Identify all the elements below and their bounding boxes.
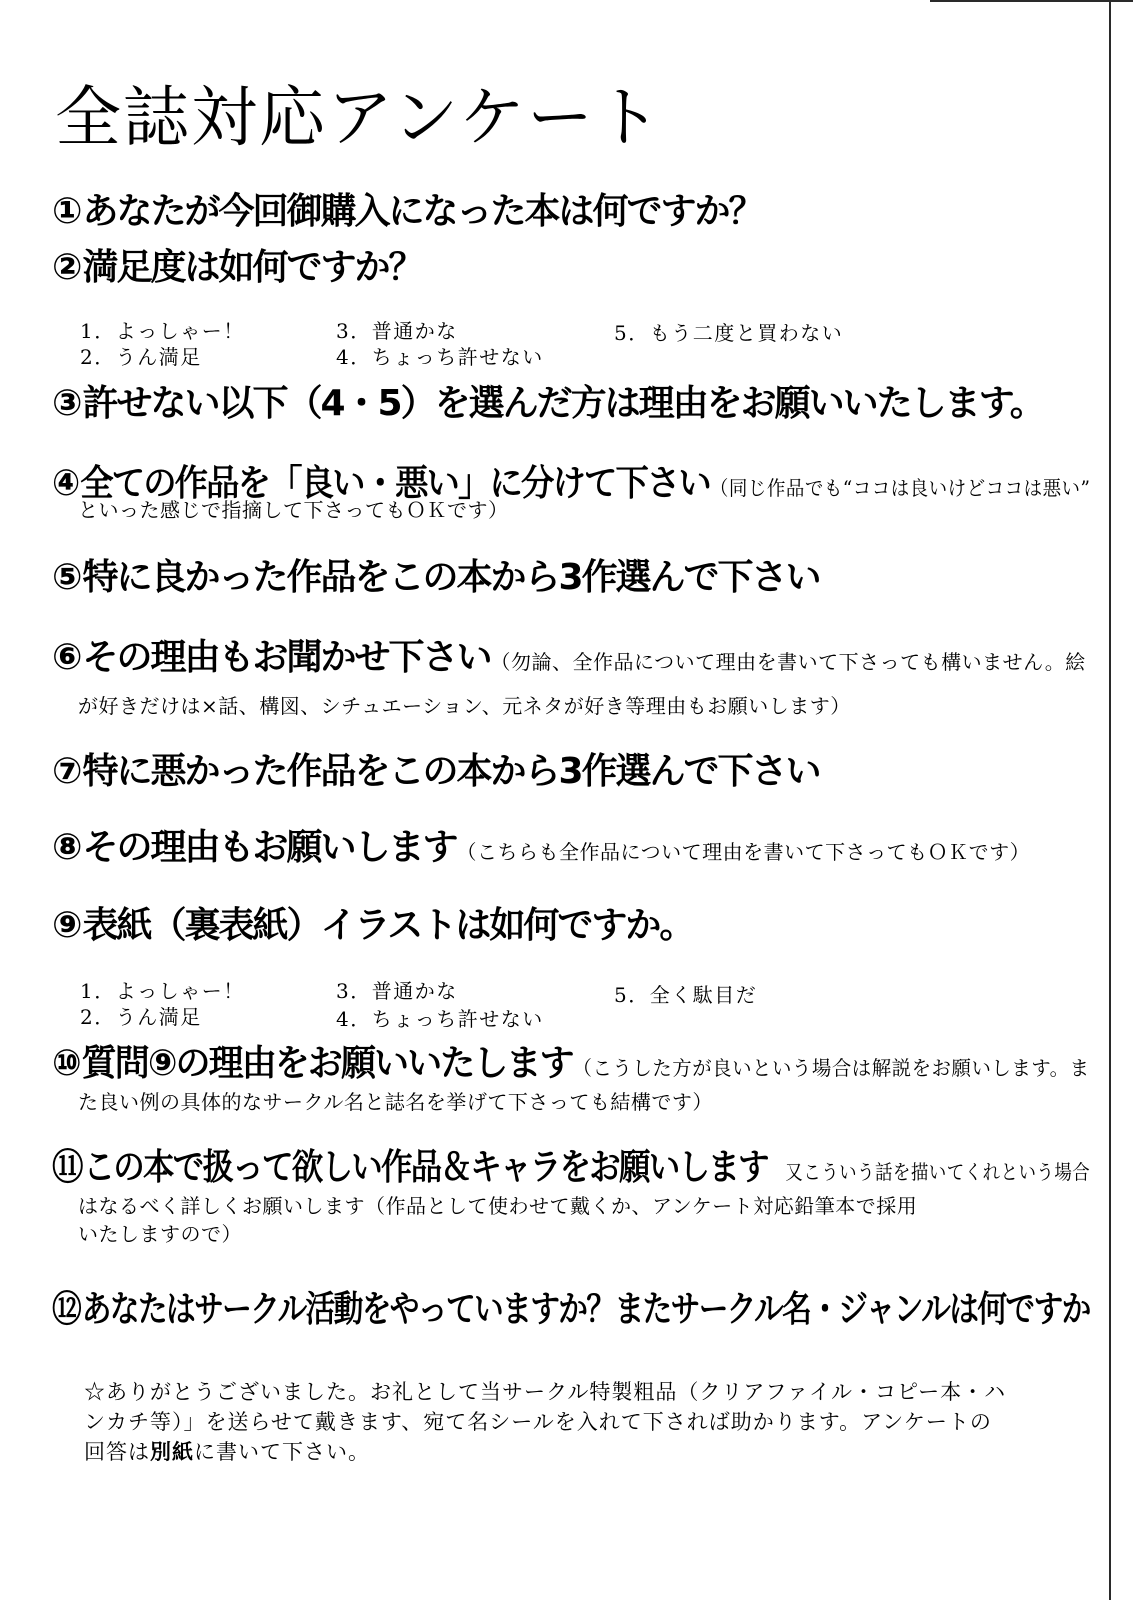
question-1 bbox=[52, 190, 763, 234]
option-2: 2．うん満足 bbox=[80, 1005, 202, 1029]
question-2 bbox=[52, 246, 423, 290]
question-number: ⑪ bbox=[52, 1147, 82, 1188]
question-6 bbox=[52, 636, 1086, 684]
question-number: ③ bbox=[52, 383, 81, 424]
closing-line-1: ☆ありがとうございました。お礼として当サークル特製粗品（クリアファイル・コピー本・ハ bbox=[84, 1380, 1007, 1404]
question-7 bbox=[52, 750, 820, 794]
question-note: （勿論、全作品について理由を書いて下さっても構いません。絵 bbox=[490, 650, 1086, 674]
closing-text: に書いて下さい。 bbox=[194, 1440, 370, 1464]
question-text: あなたはサークル活動をやっていますか？またサークル名・ジャンルは何ですか bbox=[81, 1289, 1090, 1330]
question-text: 質問⑨の理由をお願いいたします bbox=[81, 1043, 573, 1084]
option-1: 1．よっしゃー！ bbox=[80, 319, 245, 343]
question-number: ④ bbox=[52, 463, 79, 504]
question-text: 特に悪かった作品をこの本から3作選んで下さい bbox=[82, 751, 820, 792]
page-border-right bbox=[1109, 0, 1111, 1600]
option-4: 4．ちょっち許せない bbox=[336, 1007, 544, 1031]
question-text: 許せない以下（4・5）を選んだ方は理由をお願いいたします。 bbox=[82, 383, 1044, 424]
question-text: 表紙（裏表紙）イラストは如何ですか。 bbox=[82, 905, 694, 946]
closing-line-3 bbox=[84, 1437, 1074, 1467]
option-5: 5．もう二度と買わない bbox=[614, 321, 844, 345]
question-number: ⑧ bbox=[52, 827, 81, 868]
closing-text: 回答は bbox=[84, 1440, 150, 1464]
question-text: 満足度は如何ですか？ bbox=[82, 247, 423, 288]
question-note: （同じ作品でも“ココは良いけどココは悪い” bbox=[709, 476, 1091, 500]
closing-emphasis: 別紙 bbox=[150, 1439, 194, 1464]
question-5 bbox=[52, 556, 820, 600]
option-4: 4．ちょっち許せない bbox=[336, 345, 544, 369]
question-text: あなたが今回御購入になった本は何ですか？ bbox=[82, 191, 763, 232]
page-title: 全誌対応アンケート bbox=[55, 79, 664, 156]
question-note: 又こういう話を描いてくれという場合 bbox=[785, 1160, 1091, 1184]
closing-note bbox=[84, 1377, 1074, 1467]
question-text: その理由もお願いします bbox=[82, 827, 457, 868]
closing-line-2: ンカチ等）」を送らせて戴きます、宛て名シールを入れて下されば助かります。アンケートの bbox=[84, 1410, 992, 1434]
question-text: 特に良かった作品をこの本から3作選んで下さい bbox=[82, 557, 820, 598]
question-number: ⑫ bbox=[52, 1289, 81, 1330]
question-number: ⑩ bbox=[52, 1043, 80, 1084]
question-8 bbox=[52, 826, 1030, 874]
question-11-continuation-2: いたしますので） bbox=[78, 1222, 242, 1246]
option-3: 3．普通かな bbox=[336, 319, 458, 343]
question-10 bbox=[52, 1042, 1090, 1090]
question-4-continuation: といった感じで指摘して下さってもＯＫです） bbox=[78, 498, 509, 522]
option-3: 3．普通かな bbox=[336, 979, 458, 1003]
page-border-top bbox=[930, 0, 1133, 2]
question-number: ⑤ bbox=[52, 557, 81, 598]
question-11-continuation: はなるべく詳しくお願いします（作品として使わせて戴くか、アンケート対応鉛筆本で採用 bbox=[78, 1194, 918, 1218]
question-6-continuation: が好きだけは×話、構図、シチュエーション、元ネタが好き等理由もお願いします） bbox=[78, 694, 851, 718]
question-note: （こうした方が良いという場合は解説をお願いします。ま bbox=[572, 1056, 1090, 1080]
question-number: ⑥ bbox=[52, 637, 81, 678]
option-5: 5．全く駄目だ bbox=[614, 983, 758, 1007]
question-number: ① bbox=[52, 191, 81, 232]
question-10-continuation: た良い例の具体的なサークル名と誌名を挙げて下さっても結構です） bbox=[78, 1090, 713, 1114]
question-11 bbox=[52, 1146, 1090, 1194]
question-number: ② bbox=[52, 247, 81, 288]
question-number: ⑨ bbox=[52, 905, 81, 946]
question-number: ⑦ bbox=[52, 751, 81, 792]
question-12 bbox=[52, 1288, 1090, 1332]
question-3 bbox=[52, 382, 1044, 426]
question-text: 全ての作品を「良い・悪い」に分けて下さい bbox=[80, 463, 710, 504]
question-note: （こちらも全作品について理由を書いて下さってもＯＫです） bbox=[456, 840, 1031, 864]
question-text: この本で扱って欲しい作品＆キャラをお願いします bbox=[83, 1147, 768, 1188]
question-text: その理由もお聞かせ下さい bbox=[82, 637, 491, 678]
question-9 bbox=[52, 904, 693, 948]
option-2: 2．うん満足 bbox=[80, 345, 202, 369]
option-1: 1．よっしゃー！ bbox=[80, 979, 245, 1003]
